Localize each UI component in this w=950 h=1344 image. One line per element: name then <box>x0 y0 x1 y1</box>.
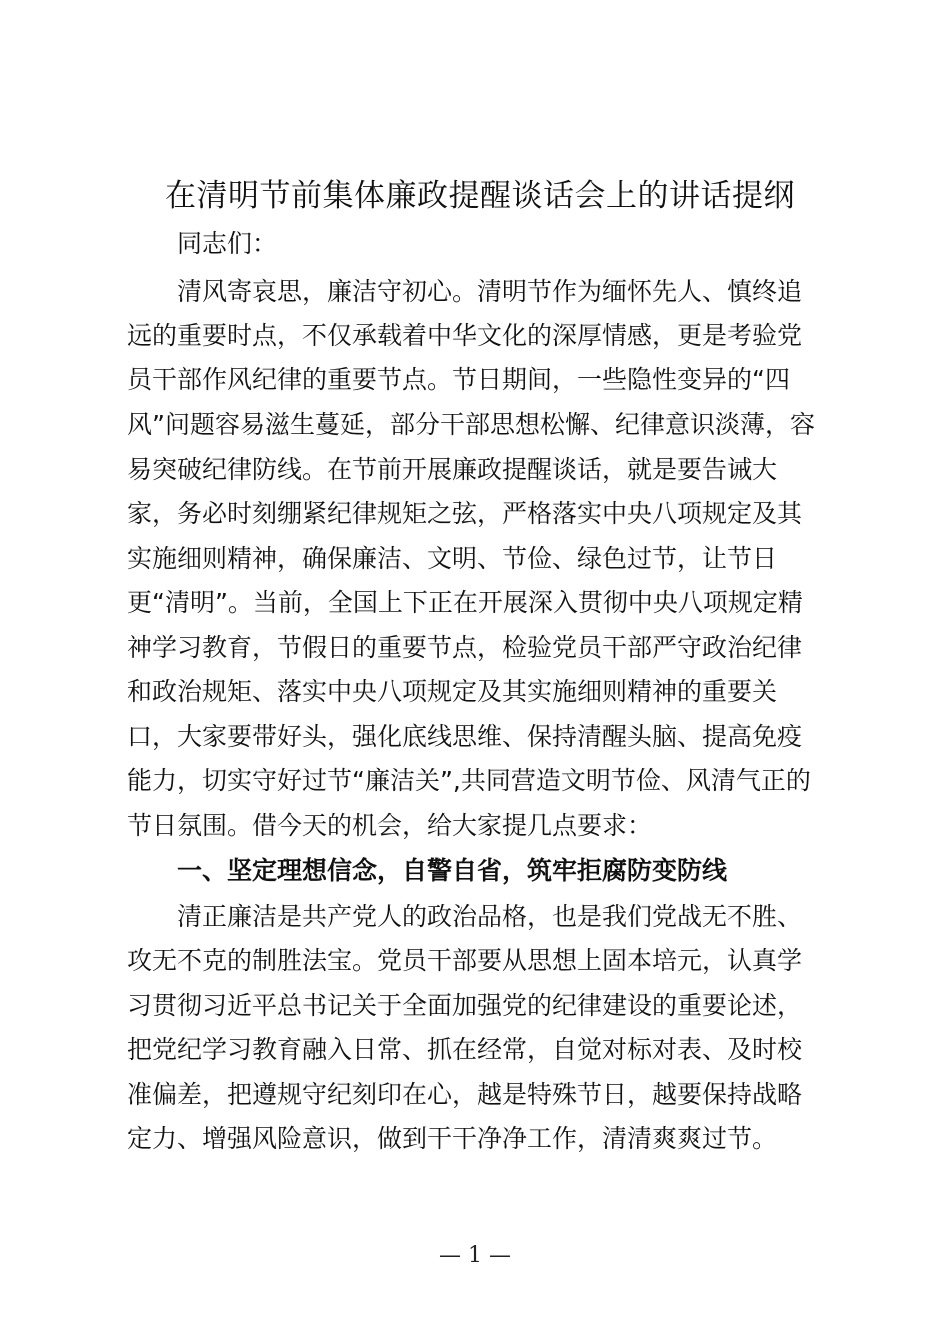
paragraph-line: 把党纪学习教育融入日常、抓在经常，自觉对标对表、及时校 <box>127 1035 803 1064</box>
document-title: 在清明节前集体廉政提醒谈话会上的讲话提纲 <box>165 178 795 214</box>
paragraph-line: 易突破纪律防线。在节前开展廉政提醒谈话，就是要告诫大 <box>127 455 778 484</box>
paragraph-line: 实施细则精神，确保廉洁、文明、节俭、绿色过节，让节日 <box>127 544 778 573</box>
paragraph-line: 定力、增强风险意识，做到干干净净工作，清清爽爽过节。 <box>127 1124 778 1153</box>
paragraph-line: 准偏差，把遵规守纪刻印在心，越是特殊节日，越要保持战略 <box>127 1080 803 1109</box>
paragraph-line: 习贯彻习近平总书记关于全面加强党的纪律建设的重要论述， <box>127 991 803 1020</box>
paragraph-line: 攻无不克的制胜法宝。党员干部要从思想上固本培元，认真学 <box>127 946 803 975</box>
salutation: 同志们： <box>177 229 278 258</box>
paragraph-line: 家，务必时刻绷紧纪律规矩之弦，严格落实中央八项规定及其 <box>127 499 803 528</box>
section-heading: 一、坚定理想信念，自警自省，筑牢拒腐防变防线 <box>177 856 728 885</box>
page-number: — 1 — <box>439 1243 511 1268</box>
paragraph-line: 节日氛围。借今天的机会，给大家提几点要求： <box>127 811 653 840</box>
paragraph-line: 神学习教育，节假日的重要节点，检验党员干部严守政治纪律 <box>127 633 803 662</box>
paragraph-line: 口，大家要带好头，强化底线思维、保持清醒头脑、提高免疫 <box>127 722 803 751</box>
paragraph-line: 清风寄哀思，廉洁守初心。清明节作为缅怀先人、慎终追 <box>177 277 803 306</box>
paragraph-line: 远的重要时点，不仅承载着中华文化的深厚情感，更是考验党 <box>127 321 803 350</box>
paragraph-line: 风”问题容易滋生蔓延，部分干部思想松懈、纪律意识淡薄，容 <box>127 410 815 439</box>
paragraph-line: 清正廉洁是共产党人的政治品格，也是我们党战无不胜、 <box>177 902 803 931</box>
paragraph-line: 更“清明”。当前，全国上下正在开展深入贯彻中央八项规定精 <box>127 588 803 617</box>
paragraph-line: 和政治规矩、落实中央八项规定及其实施细则精神的重要关 <box>127 677 778 706</box>
paragraph-line: 员干部作风纪律的重要节点。节日期间，一些隐性变异的“四 <box>127 365 790 394</box>
paragraph-line: 能力，切实守好过节“廉洁关”,共同营造文明节俭、风清气正的 <box>127 766 811 795</box>
